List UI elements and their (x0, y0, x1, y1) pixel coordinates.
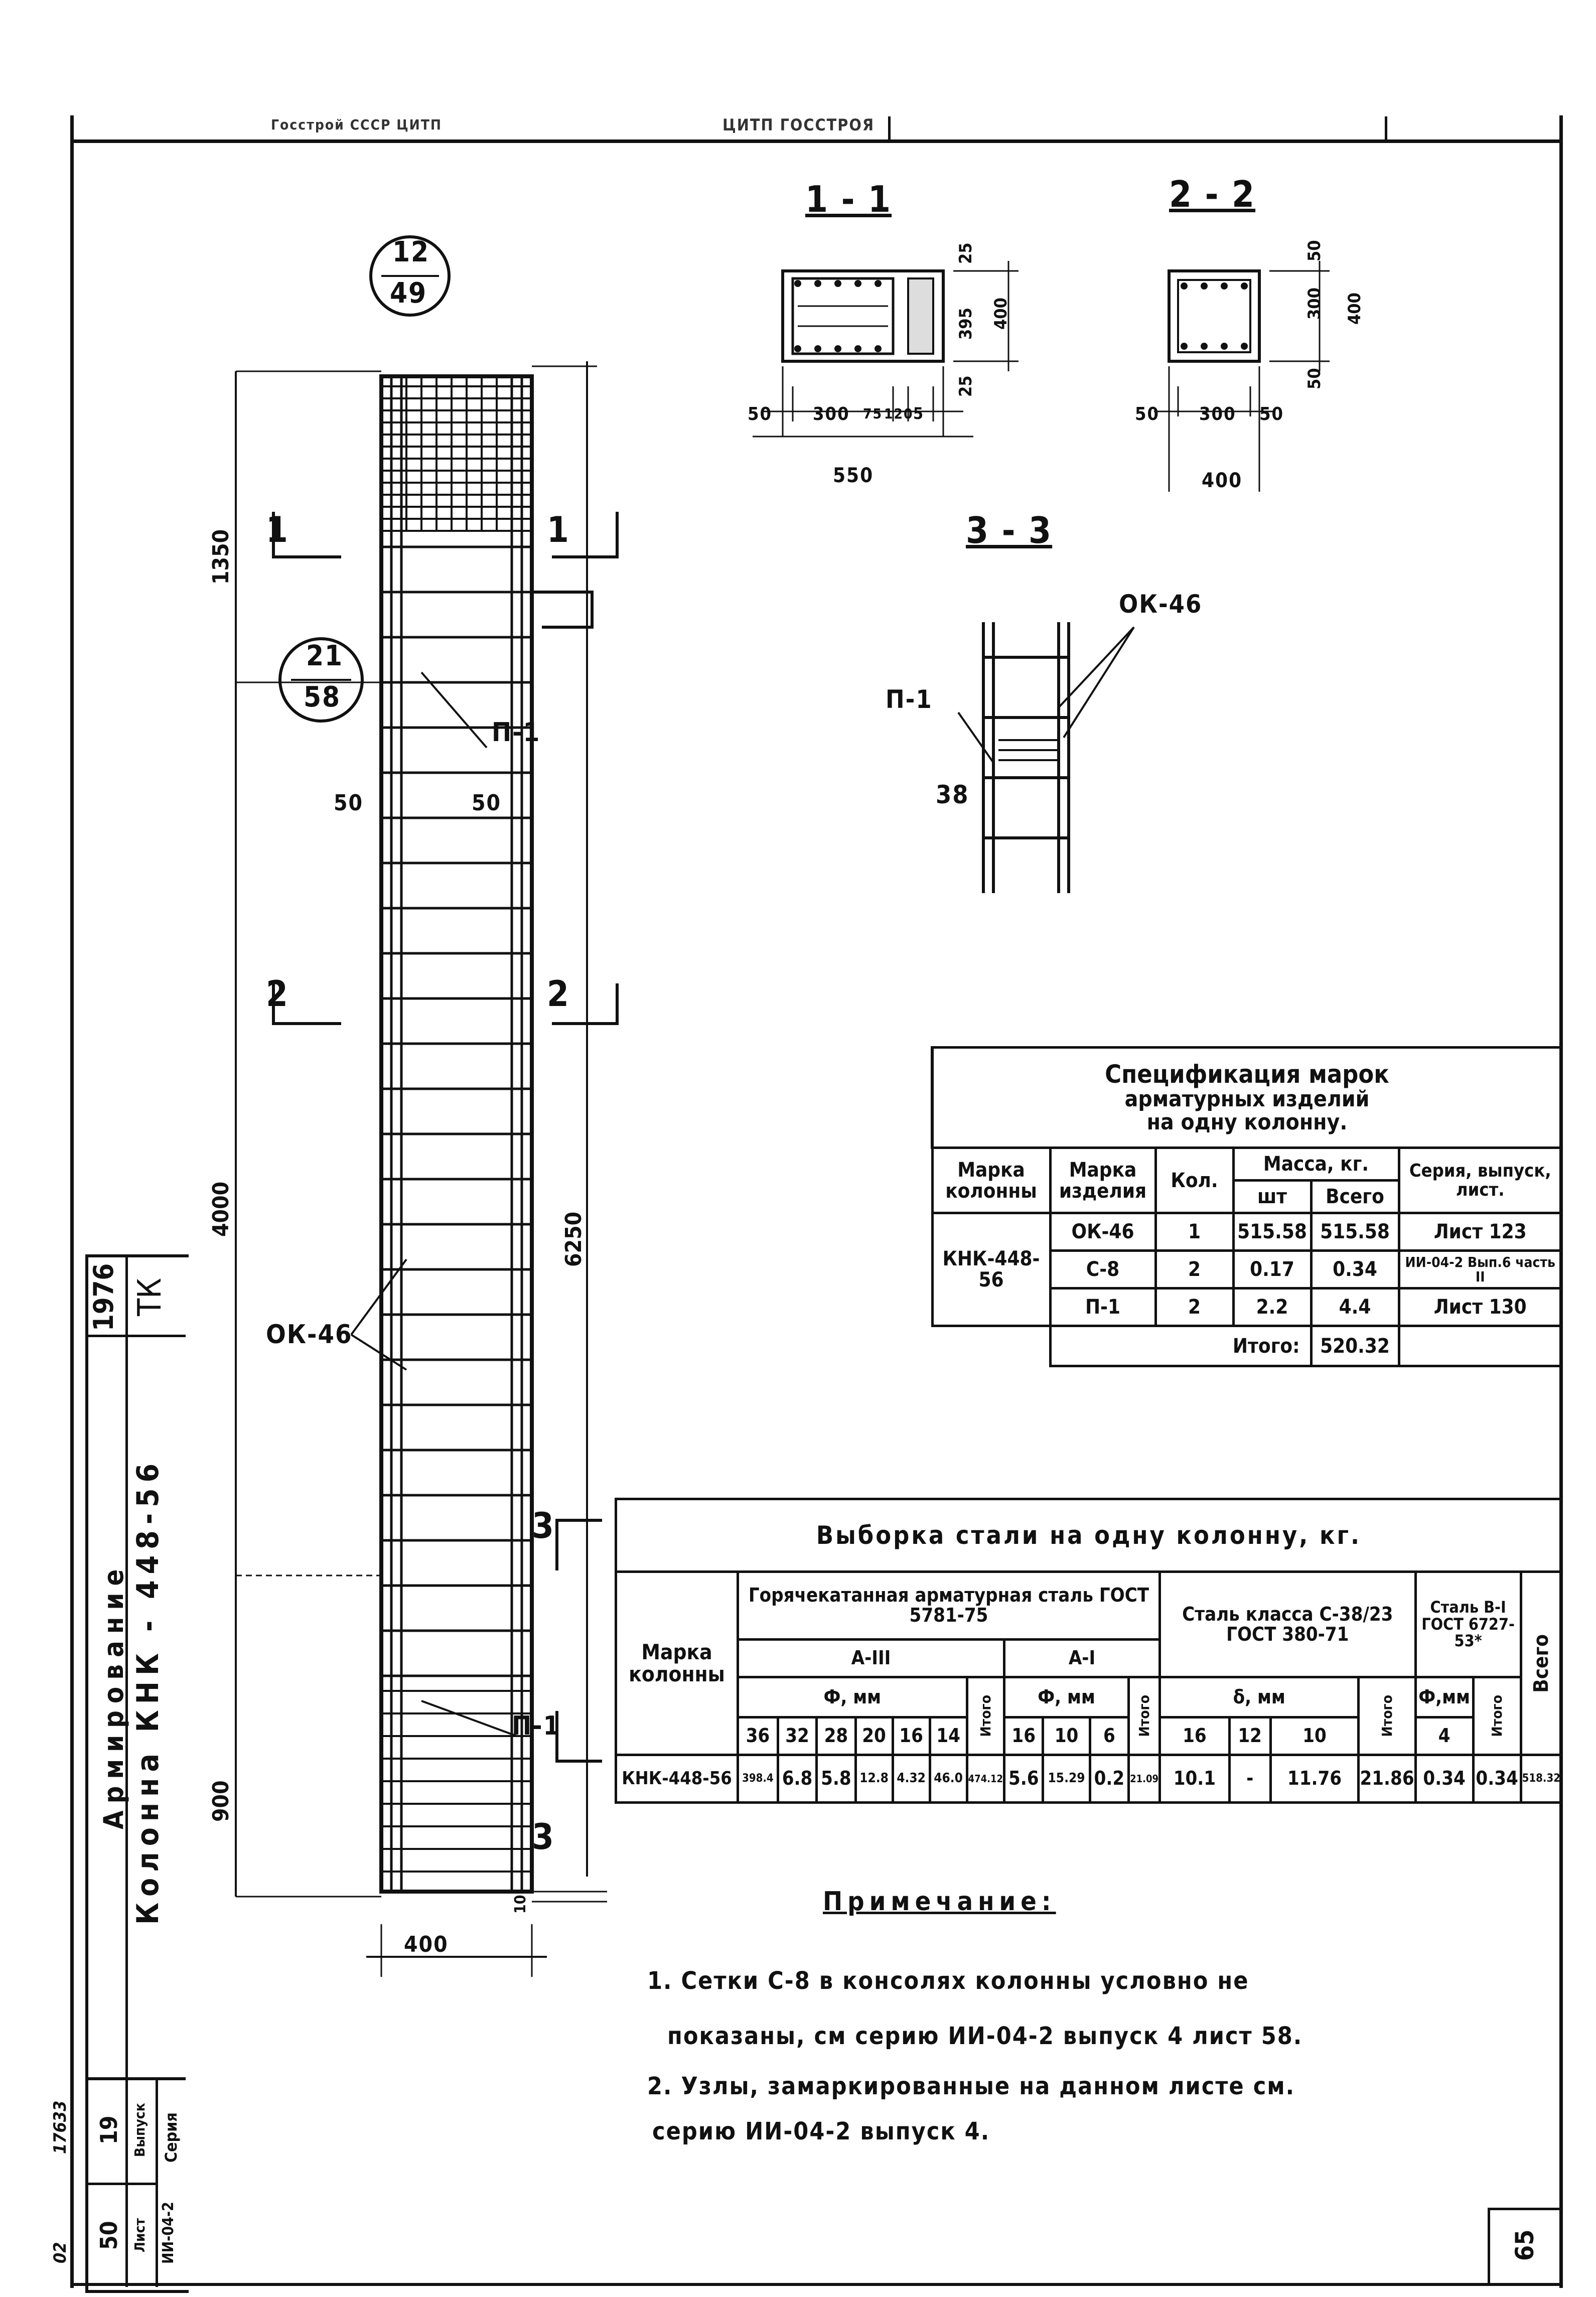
spec-item: П-1 (1050, 1288, 1155, 1326)
spec-title-1: Спецификация марок (1105, 1060, 1389, 1089)
cut-2-right-label: 2 (547, 973, 570, 1015)
spec-qty: 2 (1155, 1251, 1233, 1288)
s11-dim-5: 5 (913, 404, 925, 423)
s33-label-p1: П-1 (886, 685, 933, 714)
spec-sum-label: Итого: (1050, 1326, 1311, 1366)
title-year: 1976 (88, 1263, 119, 1331)
steel-h-sum-a1 (1129, 1677, 1160, 1755)
s11-dim-400: 400 (991, 298, 1011, 330)
steel-d-a1: 16 (1004, 1717, 1043, 1755)
steel-d-a3: 28 (817, 1717, 855, 1755)
steel-h-c38: Сталь класса С-38/23 ГОСТ 380-71 (1159, 1572, 1415, 1677)
column-elevation (70, 221, 652, 1977)
header-tick (1385, 116, 1387, 140)
steel-val-v-sum: 0.34 (1473, 1755, 1521, 1803)
steel-h-sum-a3 (967, 1677, 1004, 1755)
title-line-1: Колонна КНК - 448-56 (130, 1457, 166, 1925)
s11-dim-120: 120 (884, 405, 914, 422)
mark-mid-den: 58 (304, 681, 341, 713)
steel-d-a3: 20 (855, 1717, 893, 1755)
s22-dim-400-v: 400 (1345, 293, 1365, 325)
steel-row-mark: КНК-448-56 (616, 1755, 738, 1803)
spec-item: ОК-46 (1050, 1213, 1155, 1251)
spec-h-total: Всего (1311, 1181, 1399, 1213)
cut-3-bottom-label: 3 (532, 1816, 555, 1857)
section-3-3-drawing (953, 612, 1154, 903)
spec-h-pc: шт (1233, 1181, 1311, 1213)
s11-dim-25-bottom: 25 (956, 375, 976, 397)
s11-dim-50: 50 (748, 404, 773, 424)
steel-h-hot: Горячекатанная арматурная сталь ГОСТ 5781-75 (738, 1572, 1160, 1640)
note-2-line-2: серию ИИ-04-2 выпуск 4. (652, 2117, 990, 2145)
spec-total: 4.4 (1311, 1288, 1399, 1326)
steel-h-all-text: Всего (1529, 1634, 1553, 1693)
steel-h-phi: Ф, мм (738, 1677, 967, 1717)
s22-dim-50-right: 50 (1259, 404, 1284, 424)
dim-10: 10 (512, 1895, 529, 1914)
cut-3-top (557, 1520, 602, 1570)
dim-50-right: 50 (472, 790, 502, 816)
steel-h-sum-c (1359, 1677, 1415, 1755)
series-value: ИИ-04-2 (160, 2202, 177, 2264)
steel-h-sum-v (1473, 1677, 1521, 1755)
s11-dim-25-top: 25 (956, 242, 976, 264)
cut-1-right-label: 1 (547, 509, 570, 550)
steel-val-a3: 5.8 (817, 1755, 855, 1803)
spec-total: 515.58 (1311, 1213, 1399, 1251)
frame-top-line (70, 139, 1563, 143)
spec-column-mark: КНК-448-56 (932, 1213, 1050, 1326)
dim-900: 900 (208, 1780, 234, 1822)
steel-d-a3: 14 (930, 1717, 967, 1755)
s22-dim-400: 400 (1202, 469, 1243, 492)
steel-h-a1: А-I (1004, 1640, 1160, 1677)
note-1-line-2: показаны, см серию ИИ-04-2 выпуск 4 лист 58. (667, 2022, 1303, 2050)
spec-series: Лист 130 (1399, 1288, 1562, 1326)
steel-val-a1: 0.2 (1090, 1755, 1128, 1803)
steel-val-a1-sum: 21.09 (1129, 1755, 1160, 1803)
s11-dim-395: 395 (956, 308, 976, 340)
spec-sum: 520.32 (1311, 1326, 1399, 1366)
steel-val-a1: 15.29 (1043, 1755, 1090, 1803)
mark-top-den: 49 (390, 277, 427, 310)
mark-top-num: 12 (392, 236, 430, 268)
spec-qty: 1 (1155, 1213, 1233, 1251)
s22-dim-50-top: 50 (1304, 240, 1325, 262)
s11-dim-75: 75 (863, 405, 883, 422)
steel-d-a1: 6 (1090, 1717, 1128, 1755)
steel-h-phi2: Ф, мм (1004, 1677, 1129, 1717)
spec-series: ИИ-04-2 Вып.6 часть II (1399, 1251, 1562, 1288)
s22-dim-50-bottom: 50 (1304, 368, 1325, 390)
spec-pc: 2.2 (1233, 1288, 1311, 1326)
sheet-label: Лист (131, 2218, 148, 2253)
s11-dim-300: 300 (813, 404, 850, 424)
steel-h-mark: Марка колонны (616, 1572, 738, 1755)
spec-h-item: Марка изделия (1050, 1148, 1155, 1213)
steel-d-a3: 32 (778, 1717, 816, 1755)
s33-label-ok46: ОК-46 (1119, 590, 1203, 619)
page-number: 65 (1510, 2229, 1539, 2261)
steel-d-c: 10 (1270, 1717, 1359, 1755)
steel-val-a3: 398.4 (738, 1755, 778, 1803)
frame-bottom-line (70, 2283, 1563, 2286)
label-p1-bottom: П-1 (512, 1711, 561, 1741)
title-line-2: Армирование (98, 1562, 129, 1830)
steel-val-c: - (1229, 1755, 1270, 1803)
console-outline (532, 592, 592, 627)
steel-val-a3: 12.8 (855, 1755, 893, 1803)
spec-table (931, 1046, 1563, 1367)
header-stamp-right: ЦИТП ГОССТРОЯ (722, 115, 875, 134)
spec-h-mass: Масса, кг. (1233, 1148, 1399, 1181)
steel-h-sum-c-text: Итого (1378, 1695, 1395, 1737)
steel-d-a1: 10 (1043, 1717, 1090, 1755)
spec-h-series: Серия, выпуск, лист. (1399, 1148, 1562, 1213)
title-code: ТК (131, 1277, 169, 1317)
steel-val-all: 518.32 (1521, 1755, 1561, 1803)
steel-h-all (1521, 1572, 1561, 1755)
section-1-1-drawing (743, 241, 1044, 512)
steel-val-c: 11.76 (1270, 1755, 1359, 1803)
steel-d-c: 12 (1229, 1717, 1270, 1755)
series-stamp-hline (85, 2183, 156, 2185)
spec-title-2: арматурных изделий (1124, 1086, 1370, 1112)
sheet-value: 50 (95, 2221, 122, 2250)
s33-label-38: 38 (936, 780, 969, 809)
steel-val-c-sum: 21.86 (1359, 1755, 1415, 1803)
dim-400-bottom: 400 (404, 1932, 449, 1957)
corner-mark: 02 (50, 2242, 70, 2264)
dim-50-left: 50 (334, 790, 364, 816)
spec-series: Лист 123 (1399, 1213, 1562, 1251)
steel-val-a3: 4.32 (893, 1755, 930, 1803)
steel-d-c: 16 (1159, 1717, 1229, 1755)
steel-val-v: 0.34 (1415, 1755, 1473, 1803)
spec-title-3: на одну колонну. (1146, 1109, 1348, 1135)
steel-title: Выборка стали на одну колонну, кг. (616, 1499, 1562, 1572)
steel-val-a3-sum: 474.12 (967, 1755, 1004, 1803)
note-2-line-1: 2. Узлы, замаркированные на данном листе см. (647, 2072, 1295, 2100)
steel-d-a3: 36 (738, 1717, 778, 1755)
spec-total: 0.34 (1311, 1251, 1399, 1288)
steel-val-a3: 46.0 (930, 1755, 967, 1803)
note-1-line-1: 1. Сетки С-8 в консолях колонны условно не (647, 1967, 1249, 1995)
s22-dim-300: 300 (1199, 404, 1236, 424)
spec-item: С-8 (1050, 1251, 1155, 1288)
series-stamp-vline (156, 2077, 158, 2287)
steel-h-delta: δ, мм (1159, 1677, 1358, 1717)
steel-h-sum-a1-text: Итого (1135, 1695, 1152, 1737)
steel-h-phi3: Ф,мм (1415, 1677, 1473, 1717)
steel-table (615, 1498, 1563, 1804)
section-1-1-title: 1 - 1 (805, 178, 892, 220)
label-p1-top: П-1 (492, 717, 541, 748)
issue-value: 19 (95, 2115, 122, 2144)
series-label: Серия (162, 2112, 181, 2163)
cut-1-left-label: 1 (266, 509, 289, 550)
steel-d-a3: 16 (893, 1717, 930, 1755)
dim-4000: 4000 (208, 1181, 234, 1237)
section-2-2-title: 2 - 2 (1169, 173, 1256, 215)
s11-dim-550: 550 (833, 464, 874, 487)
mark-mid-num: 21 (306, 640, 344, 672)
header-tick (888, 116, 891, 140)
spec-qty: 2 (1155, 1288, 1233, 1326)
steel-val-a3: 6.8 (778, 1755, 816, 1803)
steel-h-sum-v-text: Итого (1488, 1695, 1505, 1737)
dim-6250: 6250 (561, 1211, 587, 1267)
steel-h-sum-a3-text: Итого (977, 1695, 994, 1737)
spec-pc: 0.17 (1233, 1251, 1311, 1288)
issue-label: Выпуск (131, 2103, 148, 2157)
spec-h-qty: Кол. (1155, 1148, 1233, 1213)
label-ok46: ОК-46 (266, 1320, 353, 1350)
cut-2-left-label: 2 (266, 973, 289, 1015)
spec-pc: 515.58 (1233, 1213, 1311, 1251)
steel-h-v1: Сталь В-I ГОСТ 6727-53* (1415, 1572, 1521, 1677)
steel-h-a3: А-III (738, 1640, 1004, 1677)
header-stamp-left: Госстрой СССР ЦИТП (271, 116, 442, 133)
steel-val-a1: 5.6 (1004, 1755, 1043, 1803)
steel-d-v: 4 (1415, 1717, 1473, 1755)
s22-dim-300-v: 300 (1304, 288, 1325, 320)
s22-dim-50-left: 50 (1135, 404, 1160, 424)
inventory-number: 17633 (50, 2100, 70, 2155)
cut-3-bottom (557, 1711, 602, 1761)
spec-h-col: Марка колонны (932, 1148, 1050, 1213)
cut-3-top-label: 3 (532, 1505, 555, 1546)
steel-val-c: 10.1 (1159, 1755, 1229, 1803)
dim-1350: 1350 (208, 529, 234, 585)
section-3-3-title: 3 - 3 (966, 509, 1053, 551)
notes-title: Примечание: (823, 1887, 1056, 1917)
